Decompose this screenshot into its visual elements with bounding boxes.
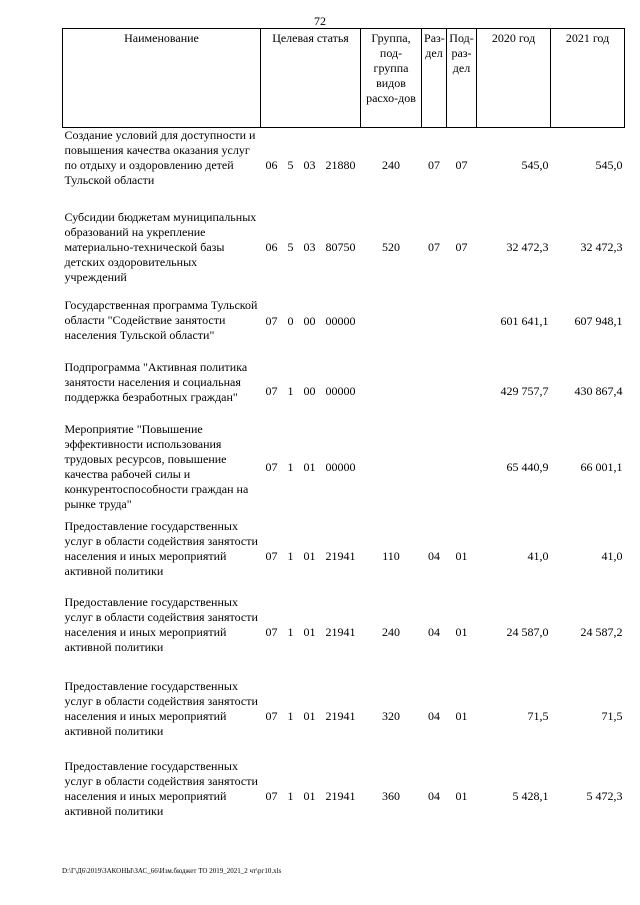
row-code-program: 07	[265, 708, 278, 723]
row-subsection: 01	[455, 788, 468, 803]
row-subsection	[447, 360, 477, 422]
row-amount-2020: 41,0	[527, 548, 549, 563]
row-group: 240	[382, 158, 401, 172]
row-code-subprogram: 5	[287, 158, 294, 172]
page-number: 72	[314, 14, 326, 28]
row-name: Предоставление государственных услуг в области содействия занятости населения и иных мероприятий активной политики	[64, 758, 258, 818]
row-name: Субсидии бюджетам муниципальных образований на укрепление материально-технической базы детских оздоровительных учреждений	[64, 209, 257, 284]
row-name: Создание условий для доступности и повышения качества оказания услуг по отдыху и оздоровлению детей Тульской области	[64, 128, 256, 187]
row-code-subprogram: 1	[287, 383, 294, 398]
row-amount-2021: 24 587,2	[580, 624, 623, 639]
row-code-program: 07	[265, 788, 278, 803]
row-code-direction: 21941	[325, 624, 356, 639]
row-amount-2020: 601 641,1	[500, 313, 549, 328]
row-code-direction: 21941	[325, 708, 356, 723]
row-amount-2021: 66 001,1	[580, 459, 623, 474]
row-code-event: 03	[303, 239, 316, 254]
row-group	[361, 360, 422, 422]
row-code-direction: 00000	[325, 383, 356, 398]
table-row	[63, 679, 625, 759]
row-code-event: 01	[303, 459, 316, 474]
row-code-subprogram: 1	[287, 548, 294, 563]
table-row	[63, 128, 625, 210]
row-group: 360	[382, 788, 401, 803]
row-code-program: 07	[265, 313, 278, 328]
row-code-event: 01	[303, 788, 316, 803]
row-amount-2020: 5 428,1	[512, 788, 549, 803]
row-code-event: 01	[303, 624, 316, 639]
budget-table	[62, 28, 625, 829]
row-amount-2020: 24 587,0	[506, 624, 549, 639]
row-code-direction: 21880	[325, 158, 356, 172]
table-header-row	[63, 29, 625, 128]
row-section: 04	[428, 788, 441, 803]
row-code-program: 06	[265, 158, 278, 172]
row-amount-2021: 71,5	[601, 708, 623, 723]
row-code-subprogram: 0	[287, 313, 294, 328]
row-amount-2021: 430 867,4	[574, 383, 623, 398]
row-name: Мероприятие "Повышение эффективности использования трудовых ресурсов, повышение качества рабочей силы и конкурентоспособности граждан на рынке труда"	[64, 421, 249, 511]
row-section: 07	[428, 239, 441, 254]
row-group	[361, 422, 422, 519]
row-section: 04	[428, 624, 441, 639]
row-section	[422, 422, 447, 519]
row-code-direction: 21941	[325, 788, 356, 803]
row-section	[422, 298, 447, 360]
row-amount-2020: 71,5	[527, 708, 549, 723]
row-code-subprogram: 1	[287, 788, 294, 803]
table-row	[63, 422, 625, 519]
row-amount-2020: 32 472,3	[506, 239, 549, 254]
header-section: Раз-дел	[422, 29, 447, 128]
row-name: Предоставление государственных услуг в области содействия занятости населения и иных мероприятий активной политики	[64, 678, 258, 738]
row-section: 04	[428, 548, 441, 563]
row-subsection: 07	[455, 239, 468, 254]
table-row	[63, 360, 625, 422]
row-amount-2021: 607 948,1	[574, 313, 623, 328]
row-name: Предоставление государственных услуг в области содействия занятости населения и иных мероприятий активной политики	[64, 594, 258, 654]
file-path-footer: D:\Г\Д6\2019\ЗАКОНЫ\ЗАС_66\Изм.бюджет ТО 2019_2021_2 чт\рг10.xls	[62, 867, 282, 875]
table-row	[63, 595, 625, 679]
row-code-direction: 21941	[325, 548, 356, 563]
row-amount-2021: 545,0	[595, 158, 623, 172]
table-row	[63, 210, 625, 298]
row-code-subprogram: 1	[287, 459, 294, 474]
header-2021: 2021 год	[551, 29, 625, 128]
row-subsection: 07	[455, 158, 468, 172]
row-code-direction: 00000	[325, 313, 356, 328]
row-amount-2021: 5 472,3	[586, 788, 623, 803]
row-name: Государственная программа Тульской области "Содействие занятости населения Тульской области"	[64, 297, 258, 342]
row-code-program: 06	[265, 239, 278, 254]
row-code-event: 00	[303, 383, 316, 398]
header-name: Наименование	[63, 29, 261, 128]
header-group: Группа, под-группа видов расхо-дов	[361, 29, 422, 128]
row-section	[422, 360, 447, 422]
row-group	[361, 298, 422, 360]
row-group: 240	[382, 624, 401, 639]
row-group: 320	[382, 708, 401, 723]
table-row	[63, 298, 625, 360]
row-name: Предоставление государственных услуг в области содействия занятости населения и иных мероприятий активной политики	[64, 518, 258, 578]
row-name: Подпрограмма "Активная политика занятости населения и социальная поддержка безработных граждан"	[64, 359, 248, 404]
row-section: 04	[428, 708, 441, 723]
row-code-event: 00	[303, 313, 316, 328]
header-subsection: Под-раз-дел	[447, 29, 477, 128]
row-code-program: 07	[265, 548, 278, 563]
row-code-subprogram: 5	[287, 239, 294, 254]
row-amount-2021: 41,0	[601, 548, 623, 563]
row-subsection: 01	[455, 624, 468, 639]
row-code-program: 07	[265, 624, 278, 639]
row-section: 07	[428, 158, 441, 172]
table-row	[63, 759, 625, 829]
row-code-event: 03	[303, 158, 316, 172]
row-code-subprogram: 1	[287, 624, 294, 639]
row-code-event: 01	[303, 708, 316, 723]
row-code-direction: 00000	[325, 459, 356, 474]
row-code-program: 07	[265, 383, 278, 398]
row-group: 520	[382, 239, 401, 254]
row-amount-2020: 545,0	[521, 158, 549, 172]
row-subsection	[447, 298, 477, 360]
row-amount-2021: 32 472,3	[580, 239, 623, 254]
row-amount-2020: 429 757,7	[500, 383, 549, 398]
row-code-event: 01	[303, 548, 316, 563]
row-code-direction: 80750	[325, 239, 356, 254]
row-code-program: 07	[265, 459, 278, 474]
table-row	[63, 519, 625, 595]
row-subsection	[447, 422, 477, 519]
header-2020: 2020 год	[477, 29, 551, 128]
row-subsection: 01	[455, 708, 468, 723]
header-target: Целевая статья	[261, 29, 361, 128]
row-group: 110	[382, 548, 400, 563]
row-code-subprogram: 1	[287, 708, 294, 723]
row-subsection: 01	[455, 548, 468, 563]
row-amount-2020: 65 440,9	[506, 459, 549, 474]
